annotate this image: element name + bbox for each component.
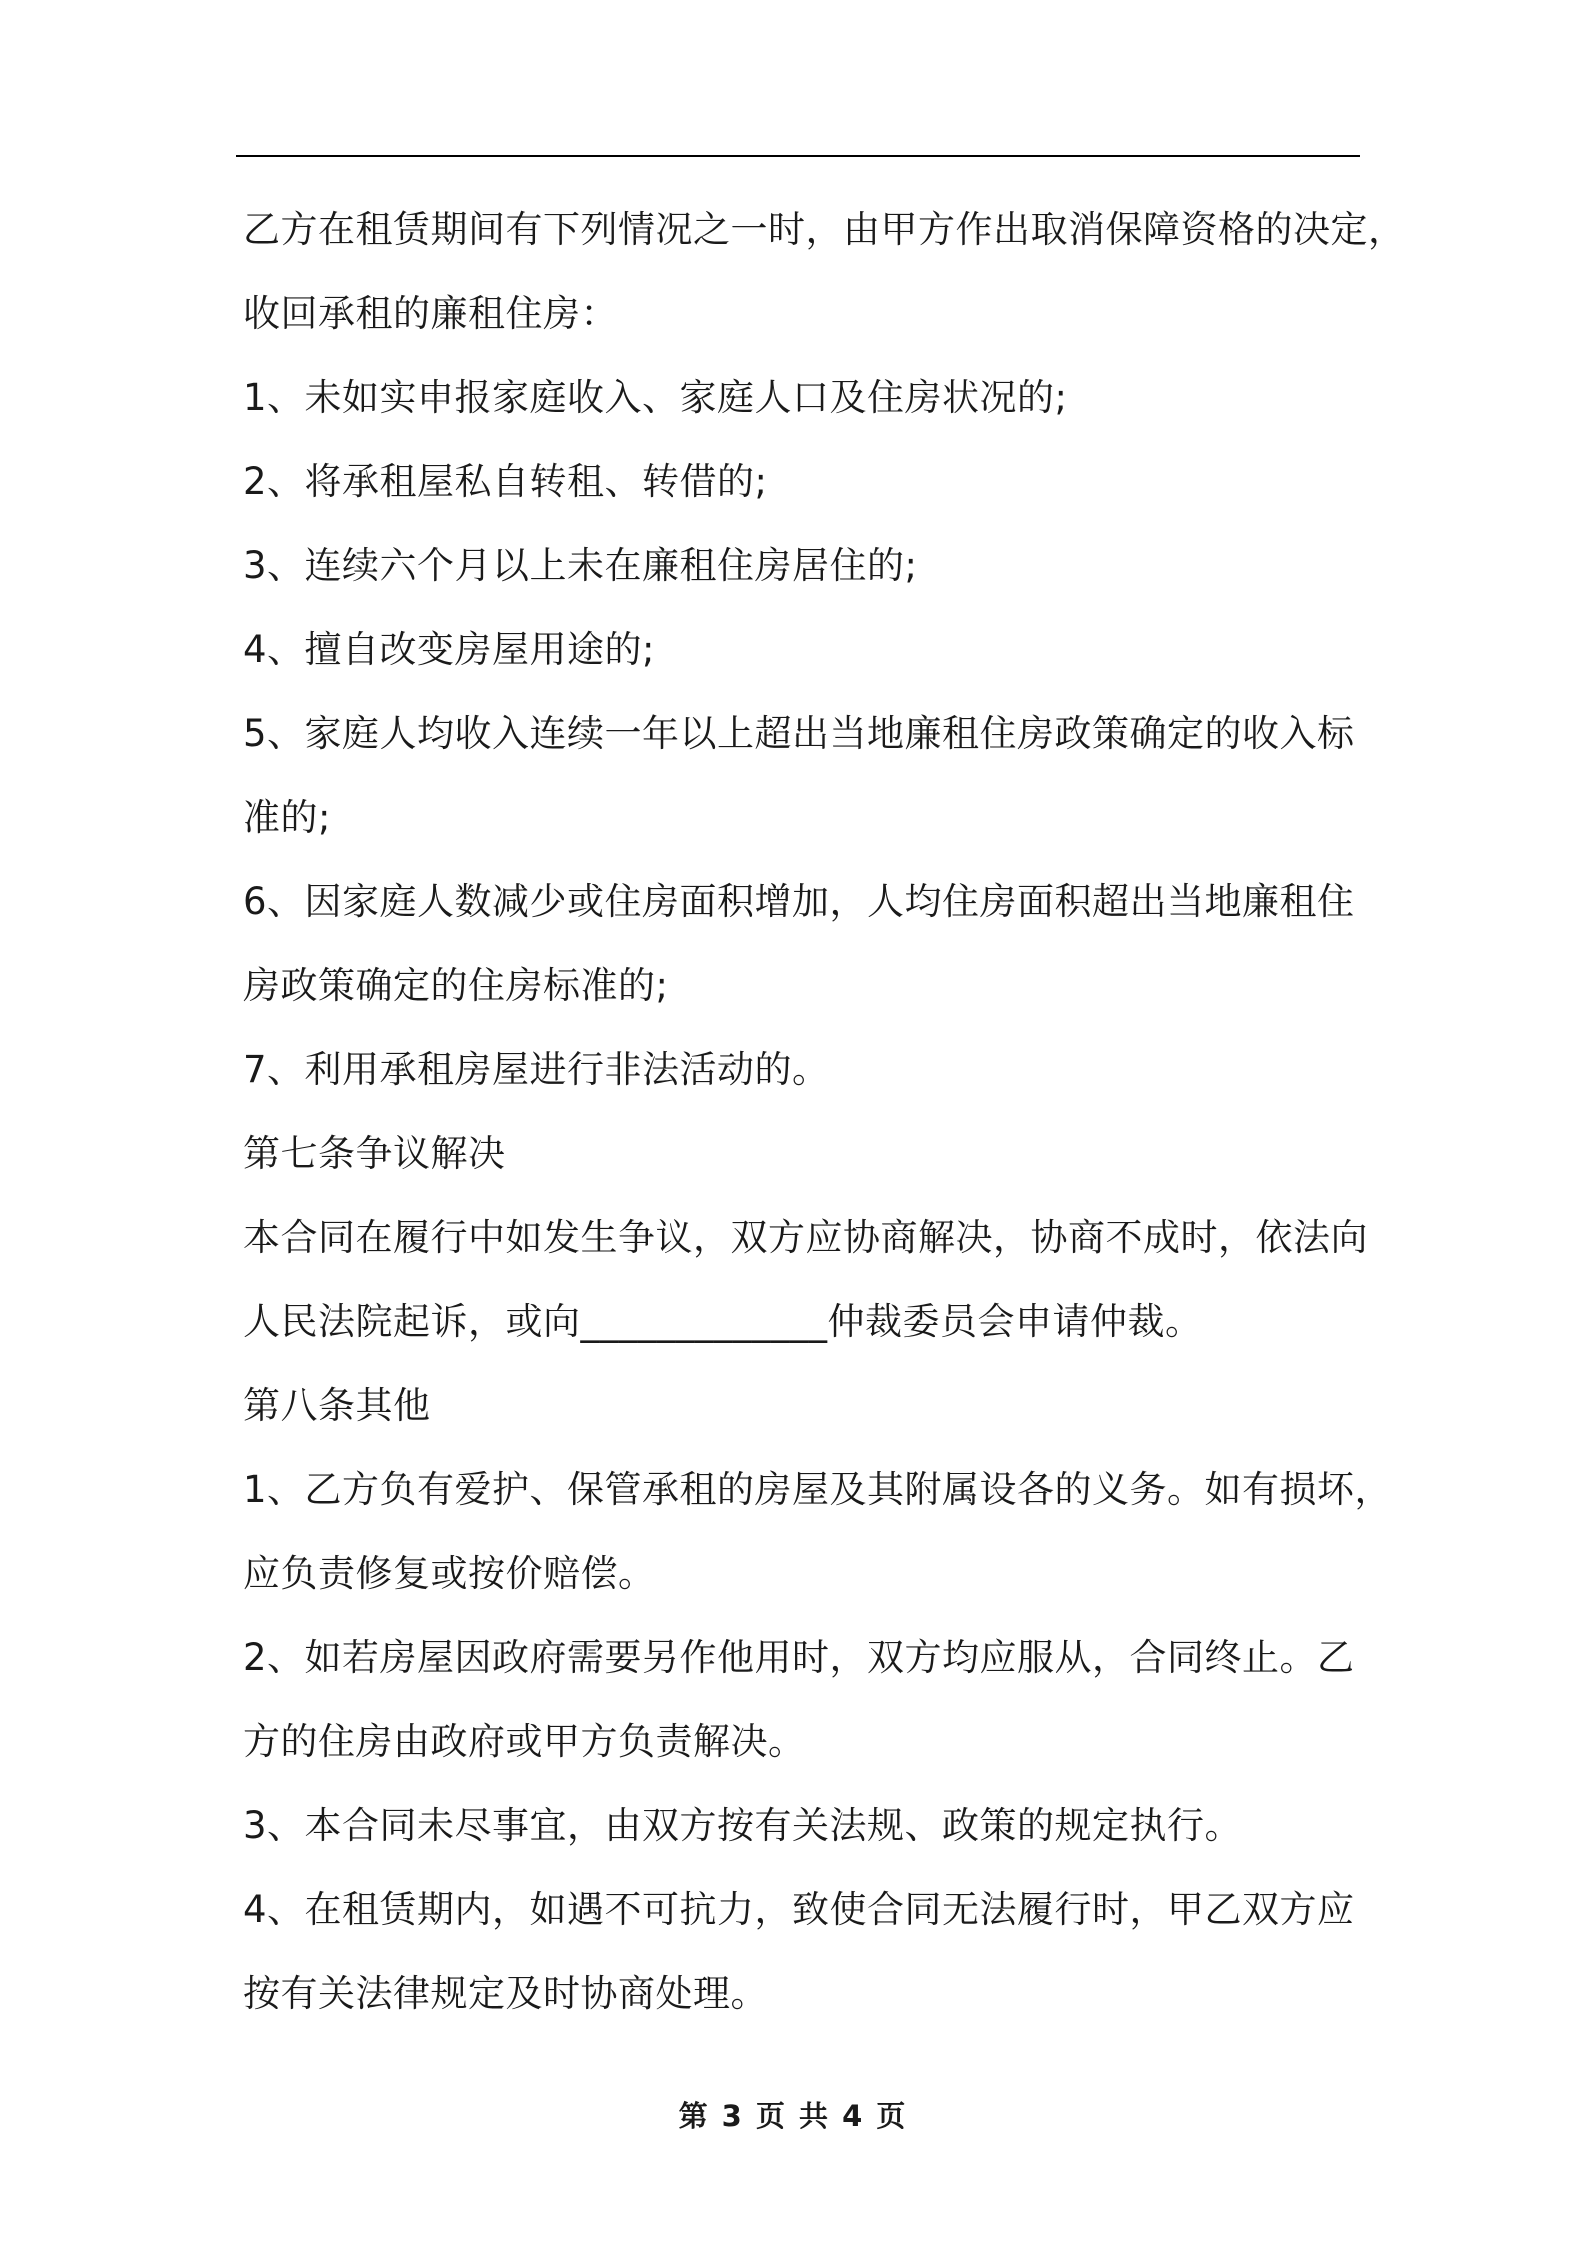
list-item: 5、家庭人均收入连续一年以上超出当地廉租住房政策确定的收入标 [243,712,1355,755]
list-item-continuation: 应负责修复或按价赔偿。 [243,1552,656,1595]
text-line: 本合同在履行中如发生争议，双方应协商解决，协商不成时，依法向 [243,1216,1368,1259]
list-item: 4、擅自改变房屋用途的; [243,628,656,671]
list-item: 1、乙方负有爱护、保管承租的房屋及其附属设各的义务。如有损坏， [243,1468,1393,1511]
text-line: 人民法院起诉，或向_____________仲裁委员会申请仲裁。 [243,1300,1203,1343]
list-item: 7、利用承租房屋进行非法活动的。 [243,1048,830,1091]
list-item-continuation: 准的; [243,796,331,839]
text-line: 收回承租的廉租住房： [243,292,618,335]
list-item-continuation: 房政策确定的住房标准的; [243,964,669,1007]
list-item: 2、将承租屋私自转租、转借的; [243,460,768,503]
list-item: 4、在租赁期内，如遇不可抗力，致使合同无法履行时，甲乙双方应 [243,1888,1355,1931]
header-rule [236,155,1360,157]
section-heading: 第八条其他 [243,1384,431,1427]
text-line: 乙方在租赁期间有下列情况之一时，由甲方作出取消保障资格的决定， [243,208,1406,251]
page-footer [0,2094,1586,2135]
list-item: 2、如若房屋因政府需要另作他用时，双方均应服从，合同终止。乙 [243,1636,1355,1679]
list-item: 3、本合同未尽事宜，由双方按有关法规、政策的规定执行。 [243,1804,1243,1847]
document-body [243,198,1406,2046]
list-item: 3、连续六个月以上未在廉租住房居住的; [243,544,918,587]
list-item-continuation: 方的住房由政府或甲方负责解决。 [243,1720,806,1763]
list-item: 1、未如实申报家庭收入、家庭人口及住房状况的; [243,376,1068,419]
list-item-continuation: 按有关法律规定及时协商处理。 [243,1972,768,2015]
list-item: 6、因家庭人数减少或住房面积增加，人均住房面积超出当地廉租住 [243,880,1355,923]
page-number-label: 第 3 页 共 4 页 [678,2099,908,2133]
section-heading: 第七条争议解决 [243,1132,506,1175]
